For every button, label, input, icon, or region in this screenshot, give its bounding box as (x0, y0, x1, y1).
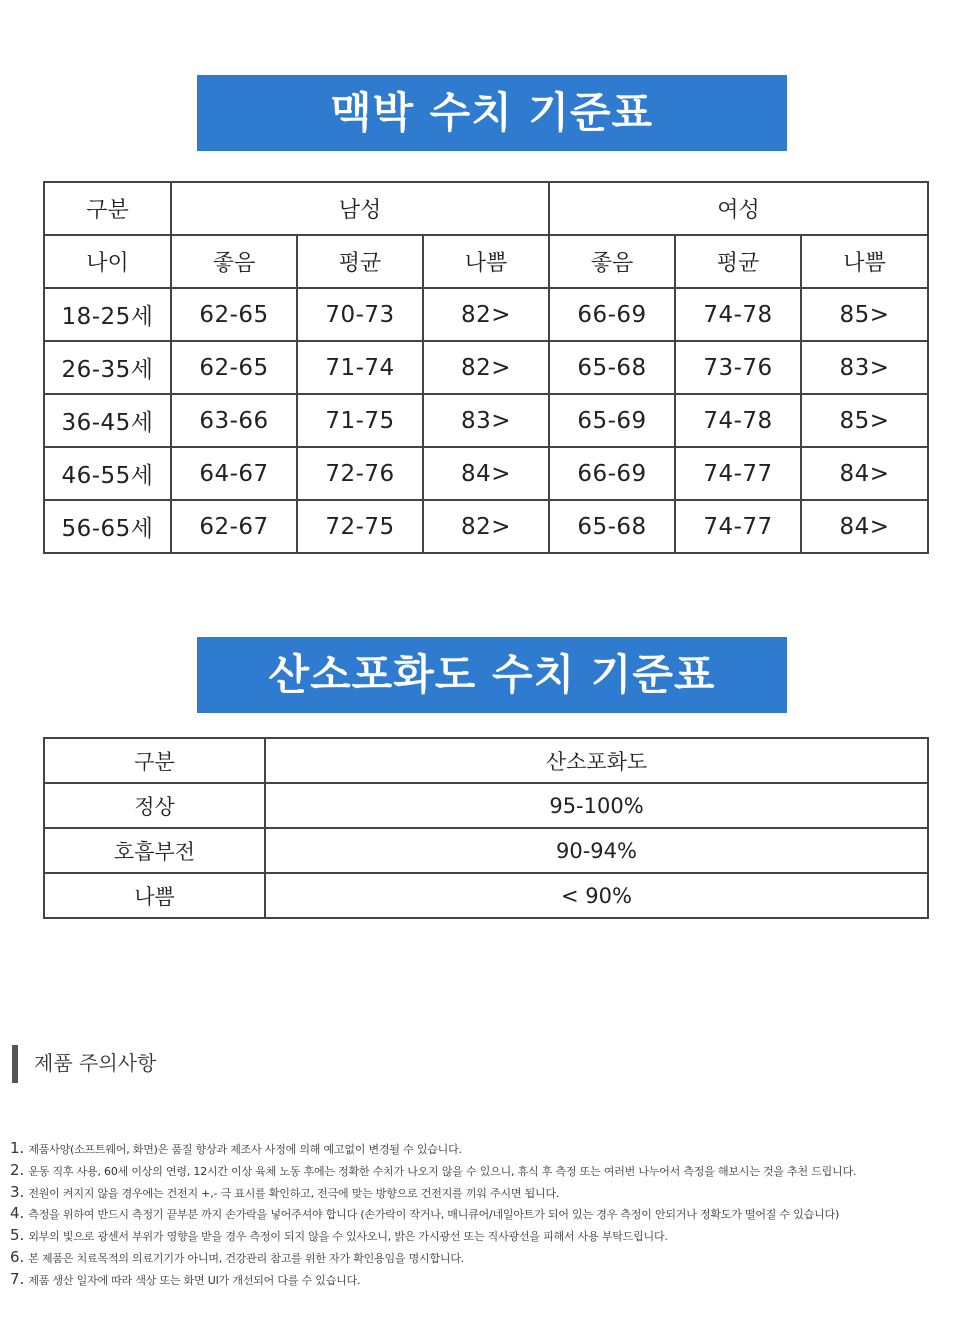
female-average-header: 평균 (675, 235, 801, 288)
item-text: 본 제품은 치료목적의 의료기기가 아니며, 건강관리 참고를 위한 자가 확인용임을 명시합니다. (28, 1251, 465, 1265)
value-cell: 84> (423, 447, 549, 500)
table-row (44, 288, 928, 341)
value-cell: 74-77 (675, 447, 801, 500)
value-cell: 90-94% (265, 828, 928, 873)
list-item (10, 1224, 955, 1246)
table-row (44, 783, 928, 828)
list-item (10, 1246, 955, 1268)
value-cell: 66-69 (549, 288, 675, 341)
table-header-row (44, 738, 928, 783)
list-item (10, 1159, 955, 1181)
female-good-header: 좋음 (549, 235, 675, 288)
item-number: 6. (10, 1247, 25, 1266)
value-cell: 74-77 (675, 500, 801, 553)
spo2-reference-table (43, 737, 929, 919)
spo2-header: 산소포화도 (265, 738, 928, 783)
value-cell: 85> (801, 394, 928, 447)
pulse-table-title: 맥박 수치 기준표 (197, 75, 787, 151)
value-cell: 65-69 (549, 394, 675, 447)
table-row (44, 500, 928, 553)
value-cell: 71-74 (297, 341, 423, 394)
item-number: 5. (10, 1226, 25, 1245)
table-row (44, 394, 928, 447)
item-text: 전원이 켜지지 않을 경우에는 건전지 +,- 극 표시를 확인하고, 전극에 맞는 방향으로 건전지를 끼워 주시면 됩니다. (28, 1186, 560, 1200)
item-number: 7. (10, 1269, 25, 1288)
value-cell: 83> (423, 394, 549, 447)
status-cell: 나쁨 (44, 873, 265, 918)
status-cell: 호흡부전 (44, 828, 265, 873)
item-number: 1. (10, 1139, 25, 1157)
male-average-header: 평균 (297, 235, 423, 288)
list-item (10, 1268, 955, 1290)
female-header: 여성 (549, 182, 928, 235)
value-cell: 84> (801, 447, 928, 500)
age-cell: 18-25세 (44, 288, 171, 341)
item-text: 측정을 위하여 반드시 측정기 끝부분 까지 손가락을 넣어주셔야 합니다 (손가락이 작거나, 매니큐어/네일아트가 되어 있는 경우 측정이 안되거나 정확도가 떨어질 수 있습니다) (28, 1208, 840, 1222)
table-row (44, 828, 928, 873)
value-cell: 62-67 (171, 500, 297, 553)
item-text: 제품사양(소프트웨어, 화면)은 품질 향상과 제조사 사정에 의해 예고없이 변경될 수 있습니다. (28, 1143, 462, 1156)
item-text: 외부의 빛으로 광센서 부위가 영향을 받을 경우 측정이 되지 않을 수 있사오니, 밝은 가시광선 또는 직사광선을 피해서 사용 부탁드립니다. (28, 1230, 668, 1244)
value-cell: 62-65 (171, 288, 297, 341)
value-cell: 72-76 (297, 447, 423, 500)
status-cell: 정상 (44, 783, 265, 828)
item-number: 3. (10, 1182, 25, 1201)
value-cell: 71-75 (297, 394, 423, 447)
value-cell: 82> (423, 500, 549, 553)
value-cell: 73-76 (675, 341, 801, 394)
table-row (44, 341, 928, 394)
age-cell: 46-55세 (44, 447, 171, 500)
value-cell: 95-100% (265, 783, 928, 828)
item-text: 운동 직후 사용, 60세 이상의 연령, 12시간 이상 육체 노동 후에는 정확한 수치가 나오지 않을 수 있으니, 휴식 후 측정 또는 여러번 나누어서 측정을 해보시는 것을 추천 드립니다. (28, 1164, 857, 1178)
item-text: 제품 생산 일자에 따라 색상 또는 화면 UI가 개선되어 다를 수 있습니다. (28, 1273, 361, 1287)
spo2-table-title: 산소포화도 수치 기준표 (197, 637, 787, 713)
value-cell: 82> (423, 288, 549, 341)
value-cell: 64-67 (171, 447, 297, 500)
age-cell: 36-45세 (44, 394, 171, 447)
value-cell: 63-66 (171, 394, 297, 447)
value-cell: 66-69 (549, 447, 675, 500)
age-cell: 26-35세 (44, 341, 171, 394)
value-cell: 74-78 (675, 394, 801, 447)
item-number: 4. (10, 1204, 25, 1223)
value-cell: 70-73 (297, 288, 423, 341)
list-item (10, 1202, 955, 1224)
value-cell: 83> (801, 341, 928, 394)
notice-heading: 제품 주의사항 (12, 1045, 156, 1083)
male-good-header: 좋음 (171, 235, 297, 288)
value-cell: 82> (423, 341, 549, 394)
value-cell: 85> (801, 288, 928, 341)
female-bad-header: 나쁨 (801, 235, 928, 288)
pulse-reference-table (43, 181, 929, 554)
value-cell: 62-65 (171, 341, 297, 394)
age-cell: 56-65세 (44, 500, 171, 553)
list-item (10, 1137, 955, 1159)
notice-list (10, 1137, 955, 1290)
male-header: 남성 (171, 182, 549, 235)
table-subheader-row (44, 235, 928, 288)
male-bad-header: 나쁨 (423, 235, 549, 288)
table-header-row (44, 182, 928, 235)
age-header: 나이 (44, 235, 171, 288)
category-header: 구분 (44, 738, 265, 783)
value-cell: 65-68 (549, 500, 675, 553)
item-number: 2. (10, 1160, 25, 1179)
value-cell: 74-78 (675, 288, 801, 341)
table-row (44, 873, 928, 918)
table-row (44, 447, 928, 500)
value-cell: < 90% (265, 873, 928, 918)
value-cell: 72-75 (297, 500, 423, 553)
list-item (10, 1181, 955, 1203)
value-cell: 84> (801, 500, 928, 553)
value-cell: 65-68 (549, 341, 675, 394)
category-header: 구분 (44, 182, 171, 235)
